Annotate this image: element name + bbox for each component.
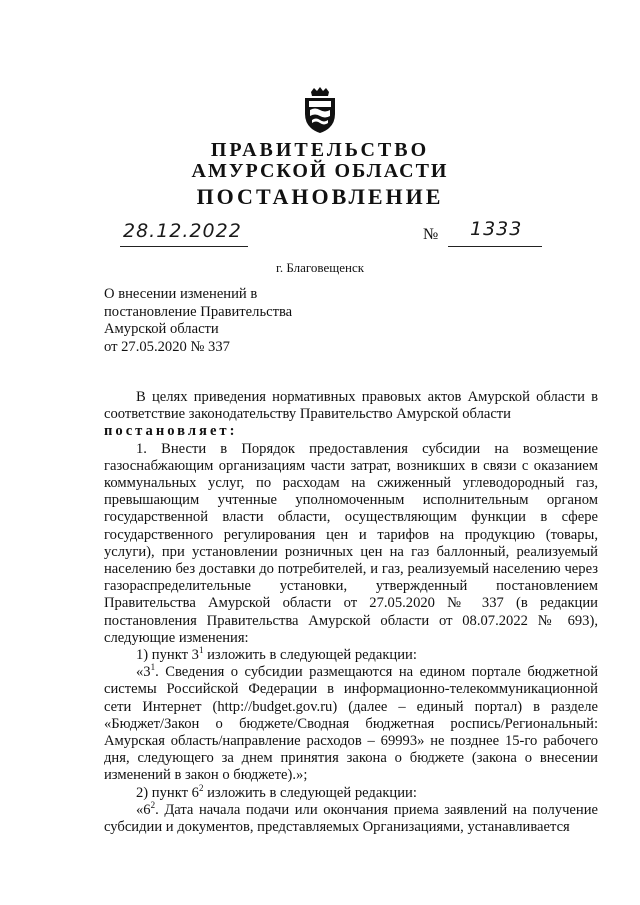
document-type-title: ПОСТАНОВЛЕНИЕ	[196, 184, 444, 209]
quote-2-paragraph: «$6^2$. Дата начала подачи или окончания приема заявлений на получение субсидии и документов, представляемых Организациями, устанавливается	[104, 800, 598, 836]
subject-line: Амурской области	[104, 321, 219, 337]
intro-paragraph: В целях приведения нормативных правовых актов Амурской области в соответствие законодательству Правительство Амурской области	[104, 389, 598, 423]
document-number: 1333	[470, 218, 523, 240]
number-sign: №	[423, 226, 439, 243]
subitem-2-paragraph: 2) пункт $6^2$ изложить в следующей редакции:	[136, 782, 417, 801]
document-body	[104, 389, 598, 836]
subject-line: от 27.05.2020 № 337	[104, 338, 230, 355]
government-name-line1: ПРАВИТЕЛЬСТВО	[210, 139, 430, 161]
subject-line: О внесении изменений в	[104, 286, 258, 302]
item-1-paragraph: 1. Внести в Порядок предоставления субсидии на возмещение газоснабжающим организациям части затрат, возникших в связи с оказанием коммунальных услуг, по расходам на сжиженный углеводородный газ, превышающим учтенные уполномоченным исполнительным органом государственной власти области, осуществляющим функции в сфере государственного регулирования цен и тарифов на продукцию (товары, услуги), при установлении розничных цен на газ баллонный, реализуемый населению без доставки до потребителей, и газ, реализуемый населению через газораспределительные установки, утвержденный постановлением Правительства Амурской области от 27.05.2020 № 337 (в редакции постановления Правительства Амурской области от 08.07.2022 № 693), следующие изменения:	[104, 440, 598, 646]
city: г. Благовещенск	[275, 260, 365, 275]
subject-line: постановление Правительства	[104, 303, 293, 320]
resolves-heading: постановляет:	[104, 423, 238, 440]
document-subject	[104, 286, 292, 356]
document-date: 28.12.2022	[123, 220, 242, 242]
government-name-line2: АМУРСКОЙ ОБЛАСТИ	[191, 160, 449, 182]
subitem-1-paragraph: 1) пункт $3^1$ изложить в следующей редакции:	[136, 645, 417, 664]
amur-coat-of-arms-icon	[301, 86, 339, 134]
quote-1-paragraph: «$3^1$. Сведения о субсидии размещаются на едином портале бюджетной системы Российской Федерации в информационно-телекоммуникационной сети Интернет (http://budget.gov.ru) (далее – единый портал) в разделе «Бюджет/Закон о бюджете/Сводная бюджетная роспись/Региональный: Амурская область/направление расходов – 69993» не позднее 15-го рабочего дня, следующего за днем принятия закона о бюджете (закона о внесении изменений в закон о бюджете).»;	[104, 662, 598, 784]
